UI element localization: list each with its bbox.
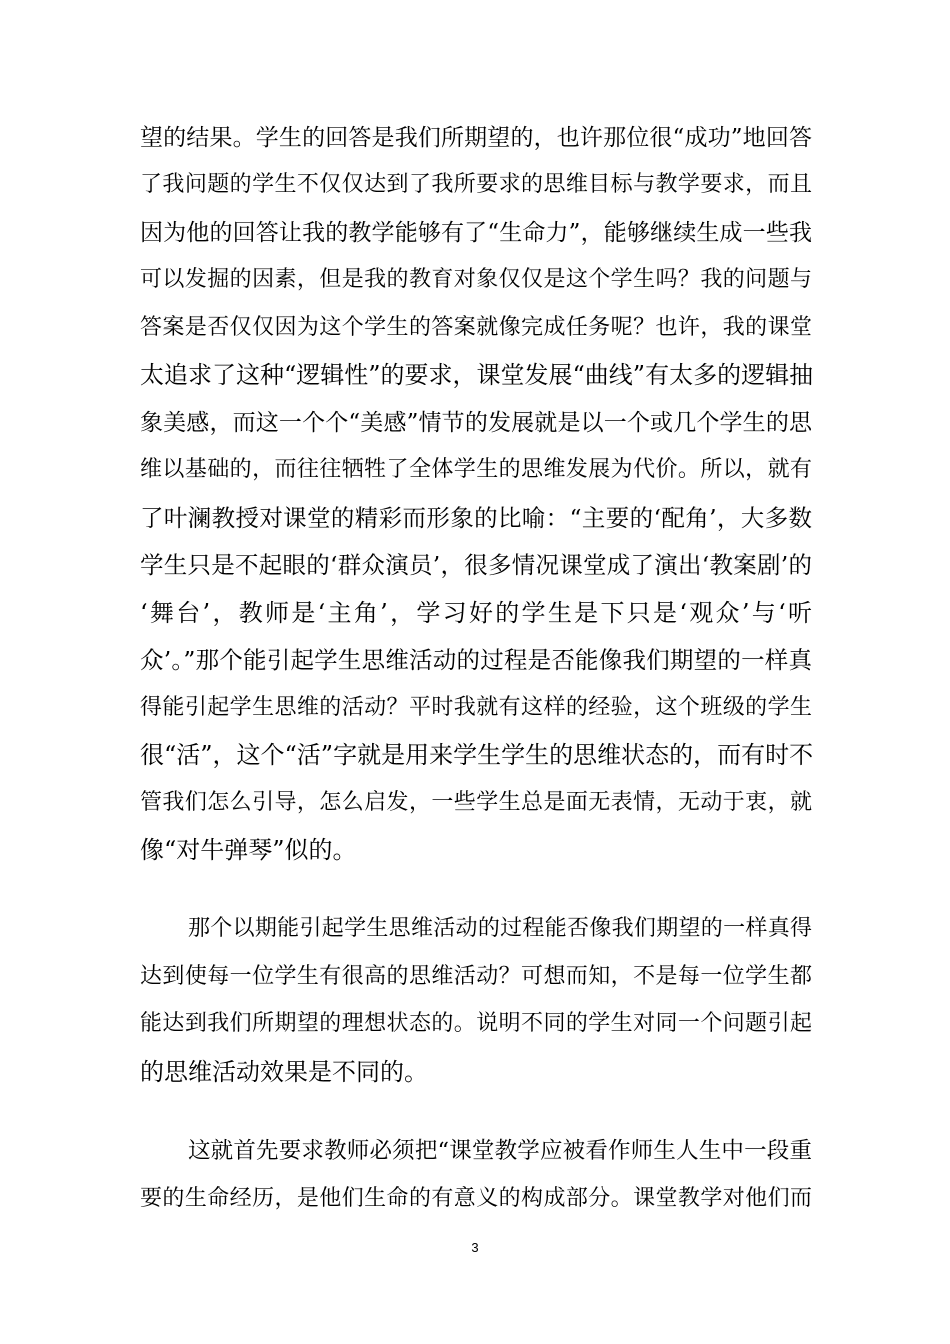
text-line: 得能引起学生思维的活动？平时我就有这样的经验，这个班级的学生 — [140, 695, 812, 720]
text-line: 望的结果。学生的回答是我们所期望的，也许那位很“成功”地回答 — [140, 125, 812, 151]
text-line: 要的生命经历，是他们生命的有意义的构成部分。课堂教学对他们而 — [140, 1186, 812, 1211]
text-line: 那个以期能引起学生思维活动的过程能否像我们期望的一样真得 — [188, 916, 812, 941]
text-line: 这就首先要求教师必须把“课堂教学应被看作师生人生中一段重 — [188, 1138, 812, 1164]
text-line: 达到使每一位学生有很高的思维活动？可想而知，不是每一位学生都 — [140, 964, 812, 989]
text-line: 管我们怎么引导，怎么启发，一些学生总是面无表情，无动于衷，就 — [140, 790, 812, 815]
text-line: 像“对牛弹琴”似的。 — [140, 836, 357, 864]
text-line: 众’。”那个能引起学生思维活动的过程是否能像我们期望的一样真 — [140, 646, 812, 674]
text-line: 可以发掘的因素，但是我的教育对象仅仅是这个学生吗？我的问题与 — [140, 267, 812, 292]
text-line: 维以基础的，而往往牺牲了全体学生的思维发展为代价。所以，就有 — [140, 457, 812, 482]
text-line: 很“活”，这个“活”字就是用来学生学生的思维状态的，而有时不 — [140, 741, 814, 769]
text-line: 能达到我们所期望的理想状态的。说明不同的学生对同一个问题引起 — [140, 1011, 812, 1036]
text-line: 学生只是不起眼的‘群众演员’，很多情况课堂成了演出‘教案剧’的 — [140, 551, 812, 579]
text-line: 象美感，而这一个个“美感”情节的发展就是以一个或几个学生的思 — [140, 410, 812, 436]
text-line: 因为他的回答让我的教学能够有了“生命力”，能够继续生成一些我 — [140, 220, 812, 246]
text-line: 的思维活动效果是不同的。 — [140, 1058, 428, 1086]
text-line: 答案是否仅仅因为这个学生的答案就像完成任务呢？也许，我的课堂 — [140, 315, 812, 340]
text-line: 太追求了这种“逻辑性”的要求，课堂发展“曲线”有太多的逻辑抽 — [140, 361, 814, 389]
text-line: 了叶澜教授对课堂的精彩而形象的比喻：“主要的‘配角’，大多数 — [140, 504, 812, 532]
text-line: 了我问题的学生不仅仅达到了我所要求的思维目标与教学要求，而且 — [140, 172, 812, 197]
text-line: ‘舞台’，教师是‘主角’，学习好的学生是下只是‘观众’与‘听 — [140, 599, 812, 627]
page-number: 3 — [471, 1240, 479, 1255]
